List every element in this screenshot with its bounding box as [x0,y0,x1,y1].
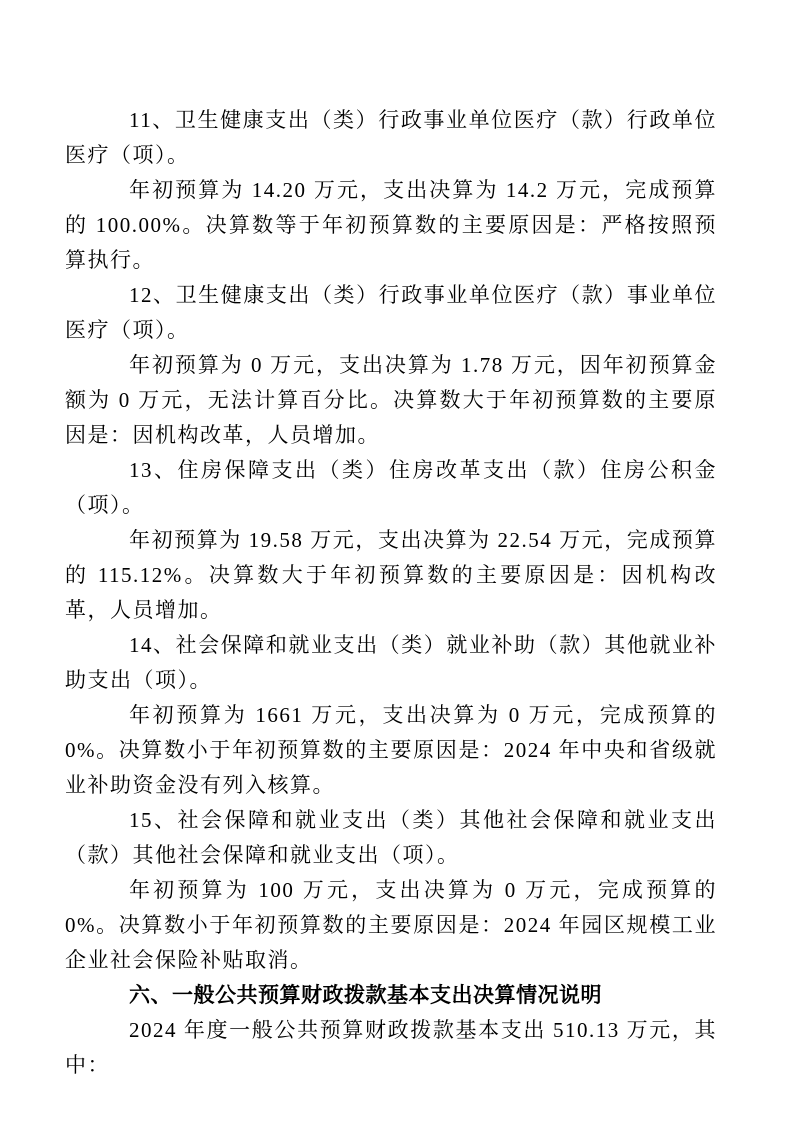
body-paragraph: 14、社会保障和就业支出（类）就业补助（款）其他就业补助支出（项）。 [65,633,717,692]
body-paragraph: 年初预算为 1661 万元，支出决算为 0 万元，完成预算的 0%。决算数小于年初预算数的主要原因是：2024 年中央和省级就业补助资金没有列入核算。 [65,703,717,797]
body-paragraph: 年初预算为 100 万元，支出决算为 0 万元，完成预算的 0%。决算数小于年初预算数的主要原因是：2024 年园区规模工业企业社会保险补贴取消。 [65,878,717,972]
body-paragraph: 15、社会保障和就业支出（类）其他社会保障和就业支出（款）其他社会保障和就业支出（项）。 [65,808,717,867]
body-paragraph: 13、住房保障支出（类）住房改革支出（款）住房公积金（项）。 [65,458,717,517]
body-paragraph: 年初预算为 19.58 万元，支出决算为 22.54 万元，完成预算的 115.12%。决算数大于年初预算数的主要原因是：因机构改革，人员增加。 [65,528,717,622]
body-paragraph: 年初预算为 0 万元，支出决算为 1.78 万元，因年初预算金额为 0 万元，无法计算百分比。决算数大于年初预算数的主要原因是：因机构改革，人员增加。 [65,353,717,447]
body-paragraph: 12、卫生健康支出（类）行政事业单位医疗（款）事业单位医疗（项）。 [65,283,717,342]
body-paragraph: 年初预算为 14.20 万元，支出决算为 14.2 万元，完成预算的 100.00%。决算数等于年初预算数的主要原因是：严格按照预算执行。 [65,178,717,272]
body-paragraph: 11、卫生健康支出（类）行政事业单位医疗（款）行政单位医疗（项）。 [65,108,717,167]
document-content [65,103,717,1083]
section-heading: 六、一般公共预算财政拨款基本支出决算情况说明 [129,984,602,1007]
body-paragraph: 2024 年度一般公共预算财政拨款基本支出 510.13 万元，其中： [65,1018,717,1077]
